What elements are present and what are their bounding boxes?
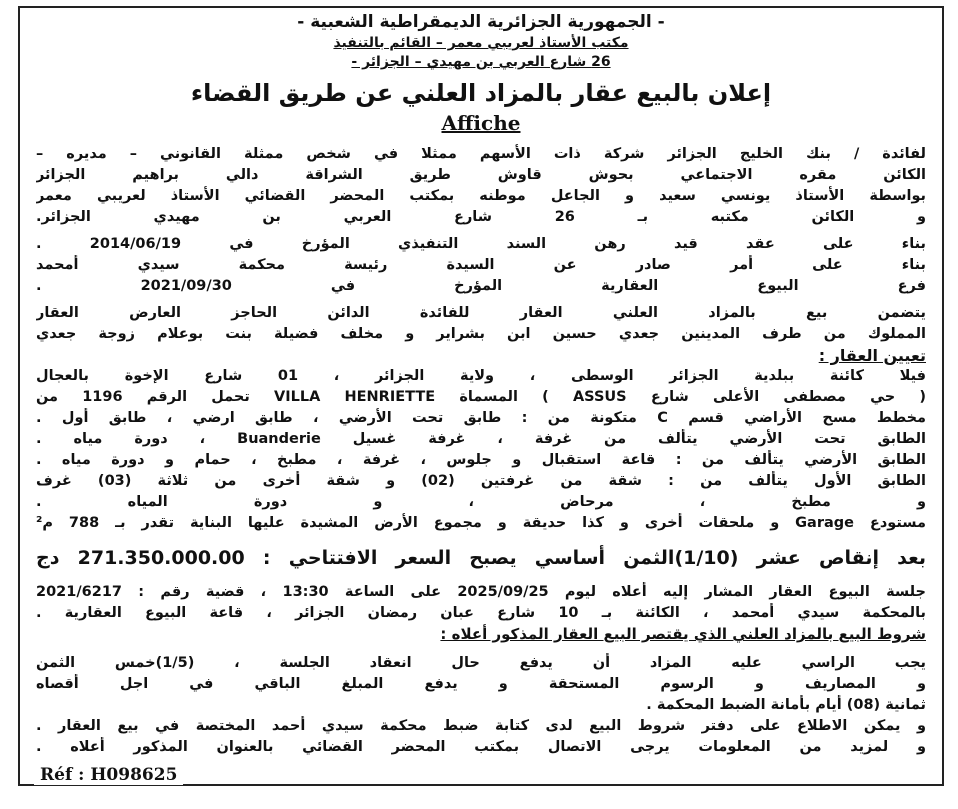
condition-line: يجب الراسي عليه المزاد أن يدفع حال انعقاد الجلسة ، (1/5)خمس الثمن (36, 655, 926, 671)
office-address: 26 شارع العربي بن مهيدي – الجزائر - (351, 54, 611, 70)
condition-line: و يمكن الاطلاع على دفتر شروط البيع لدى كتابة ضبط محكمة سيدي أحمد المختصة في بيع العقار . (36, 718, 926, 734)
intro-line: لفائدة / بنك الخليج الجزائر شركة ذات الأسهم ممثلا في شخص ممثلة القانوني – مديره – (36, 146, 926, 162)
reference-number: Réf : H098625 (34, 765, 183, 785)
intro-line: المملوك من طرف المدينين جعدي حسين ابن بشراير و مخلف فضيلة بنت بوعلام زوجة جعدي (36, 326, 926, 342)
property-line: مستودع Garage و ملحقات أخرى و كذا حديقة و مجموع الأرض المشيدة عليها البناية تقدر بـ 788 م² (36, 515, 926, 531)
republic-header: - الجمهورية الجزائرية الديمقراطية الشعبية - (297, 12, 665, 32)
condition-line: و لمزيد من المعلومات يرجى الاتصال بمكتب المحضر القضائي بالعنوان المذكور أعلاه . (36, 739, 926, 755)
property-line: الطابق الأرضي يتألف من : قاعة استقبال و جلوس ، غرفة ، مطبخ ، حمام و دورة مياه . (36, 452, 926, 468)
intro-line: بناء على أمر صادر عن السيدة رئيسة محكمة سيدي أمحمد (36, 257, 926, 273)
conditions-heading: شروط البيع بالمزاد العلني الذي يقتصر البيع العقار المذكور أعلاه : (440, 625, 926, 643)
property-line: الطابق الأول يتألف من : شقة من غرفتين (02) و شقة أخرى من ثلاثة (03) غرف (36, 473, 926, 489)
intro-line: و الكائن مكتبه بـ 26 شارع العربي بن مهيدي الجزائر. (36, 209, 926, 225)
affiche-label: Affiche (441, 111, 521, 135)
intro-line: فرع البيوع العقارية المؤرخ في 2021/09/30 . (36, 278, 926, 294)
session-line: جلسة البيوع العقار المشار إليه أعلاه ليوم 2025/09/25 على الساعة 13:30 ، قضية رقم : 2021/6217 (36, 584, 926, 600)
intro-line: بواسطة الأستاذ يونسي سعيد و الجاعل موطنه بمكتب المحضر القضائي الأستاذ لعريبي معمر (36, 188, 926, 204)
intro-line: بناء على عقد قيد رهن السند التنفيذي المؤرخ في 2014/06/19 . (36, 236, 926, 252)
property-line: ( حي مصطفى الأعلى شارع ASSUS ) المسماة VILLA HENRIETTE تحمل الرقم 1196 من (36, 389, 926, 405)
bailiff-office: مكتب الأستاذ لعريبي معمر – القائم بالتنفيذ (333, 35, 629, 51)
property-line: الطابق تحت الأرضي يتألف من غرفة ، غرفة غسيل Buanderie ، دورة مياه . (36, 431, 926, 447)
condition-line: ثمانية (08) أيام بأمانة الضبط المحكمة . (646, 697, 926, 713)
opening-price: بعد إنقاص عشر (1/10)الثمن أساسي يصبح السعر الافتتاحي : 271.350.000.00 دج (36, 547, 926, 569)
property-heading: تعيين العقار : (818, 346, 926, 365)
property-line: مخطط مسح الأراضي قسم C متكونة من : طابق تحت الأرضي ، طابق ارضي ، طابق أول . (36, 410, 926, 426)
condition-line: و المصاريف و الرسوم المستحقة و يدفع المبلغ الباقي في اجل أقصاه (36, 676, 926, 692)
notice-title: إعلان بالبيع عقار بالمزاد العلني عن طريق القضاء (190, 79, 772, 107)
property-line: فيلا كائنة ببلدية الجزائر الوسطى ، ولاية الجزائر ، 01 شارع الإخوة بالعجال (36, 368, 926, 384)
session-line: بالمحكمة سيدي أمحمد ، الكائنة بـ 10 شارع عبان رمضان الجزائر ، قاعة البيوع العقارية . (36, 605, 926, 621)
property-line: و مطبخ ، مرحاض ، و دورة المياه . (36, 494, 926, 510)
intro-line: الكائن مقره الاجتماعي بحوش قاوش طريق الشراقة دالي براهيم الجزائر (36, 167, 926, 183)
intro-line: يتضمن بيع بالمزاد العلني العقار للفائدة الدائن الحاجز العارض العقار (36, 305, 926, 321)
notice-content (22, 10, 940, 758)
